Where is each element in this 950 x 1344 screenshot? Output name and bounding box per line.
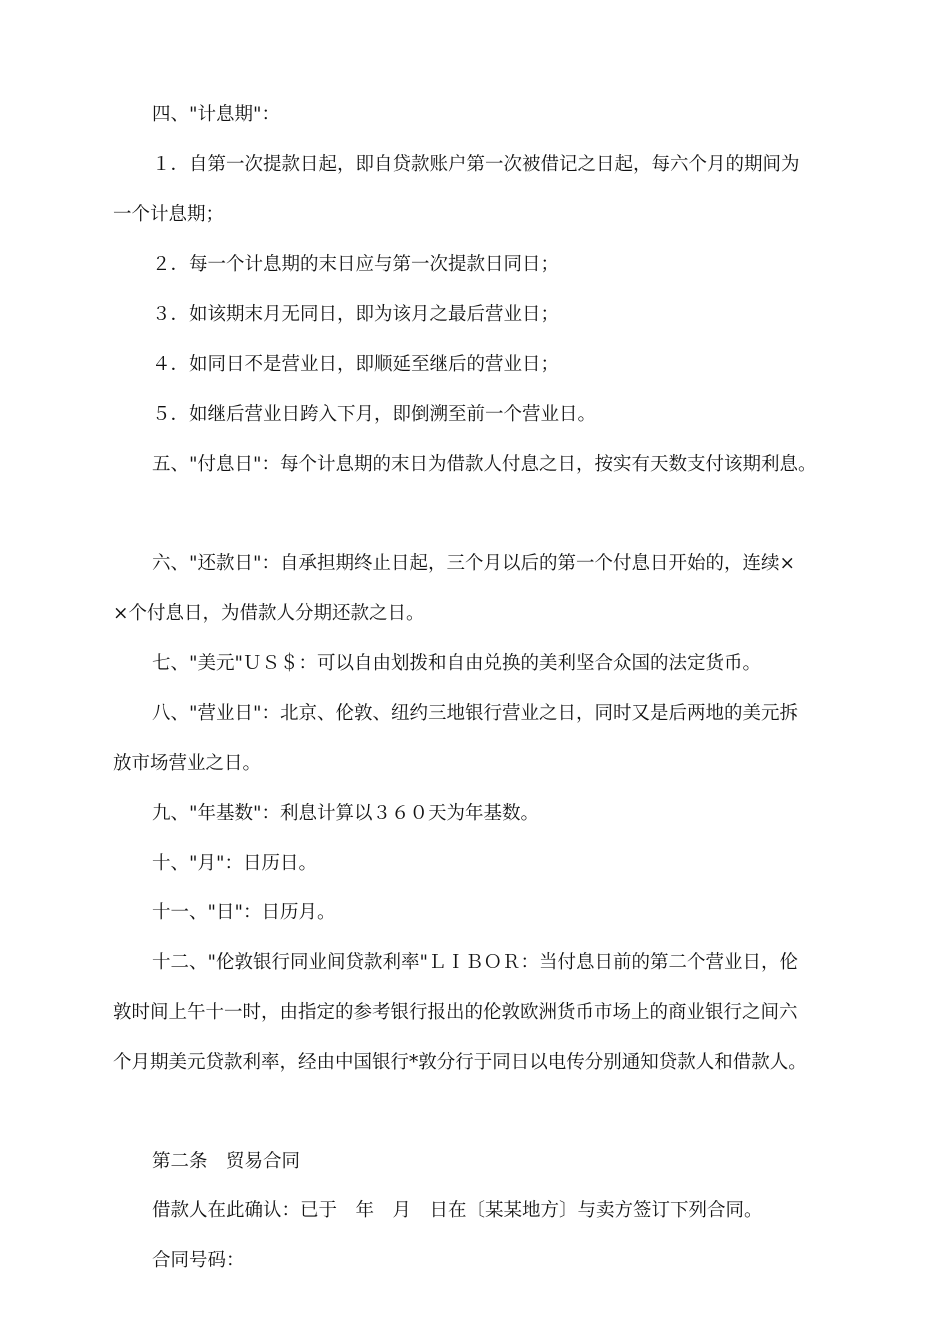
- section-4-item-3: ３．如该期末月无同日，即为该月之最后营业日；: [152, 304, 560, 325]
- article-2-heading: 第二条 贸易合同: [152, 1151, 301, 1172]
- section-5-paragraph: 五、"付息日"：每个计息期的末日为借款人付息之日，按实有天数支付该期利息。: [152, 454, 817, 475]
- section-8-paragraph-cont: 放市场营业之日。: [113, 753, 262, 774]
- article-2-paragraph: 借款人在此确认：已于 年 月 日在〔某某地方〕与卖方签订下列合同。: [152, 1200, 763, 1221]
- section-12-paragraph-cont-2: 个月期美元贷款利率，经由中国银行*敦分行于同日以电传分别通知贷款人和借款人。: [113, 1052, 807, 1073]
- section-4-item-1-cont: 一个计息期；: [113, 204, 225, 225]
- section-4-item-2: ２．每一个计息期的末日应与第一次提款日同日；: [152, 254, 560, 275]
- section-6-paragraph: 六、"还款日"：自承担期终止日起，三个月以后的第一个付息日开始的，连续×: [152, 553, 796, 574]
- section-11-paragraph: 十一、"日"：日历月。: [152, 902, 336, 923]
- section-8-paragraph: 八、"营业日"：北京、伦敦、纽约三地银行营业之日，同时又是后两地的美元拆: [152, 703, 799, 724]
- section-4-item-4: ４．如同日不是营业日，即顺延至继后的营业日；: [152, 354, 560, 375]
- section-9-paragraph: 九、"年基数"：利息计算以３６０天为年基数。: [152, 803, 540, 824]
- section-12-paragraph-cont-1: 敦时间上午十一时，由指定的参考银行报出的伦敦欧洲货币市场上的商业银行之间六: [113, 1002, 798, 1023]
- section-6-paragraph-cont: ×个付息日，为借款人分期还款之日。: [113, 603, 425, 624]
- section-4-item-5: ５．如继后营业日跨入下月，即倒溯至前一个营业日。: [152, 404, 597, 425]
- section-4-heading: 四、"计息期"：: [152, 104, 281, 125]
- section-10-paragraph: 十、"月"：日历日。: [152, 853, 318, 874]
- contract-number-label: 合同号码：: [152, 1250, 245, 1271]
- section-4-item-1: １．自第一次提款日起，即自贷款账户第一次被借记之日起，每六个月的期间为: [152, 154, 800, 175]
- section-12-paragraph: 十二、"伦敦银行同业间贷款利率"ＬＩＢＯＲ：当付息日前的第二个营业日，伦: [152, 952, 799, 973]
- section-7-paragraph: 七、"美元"ＵＳ＄：可以自由划拨和自由兑换的美利坚合众国的法定货币。: [152, 653, 762, 674]
